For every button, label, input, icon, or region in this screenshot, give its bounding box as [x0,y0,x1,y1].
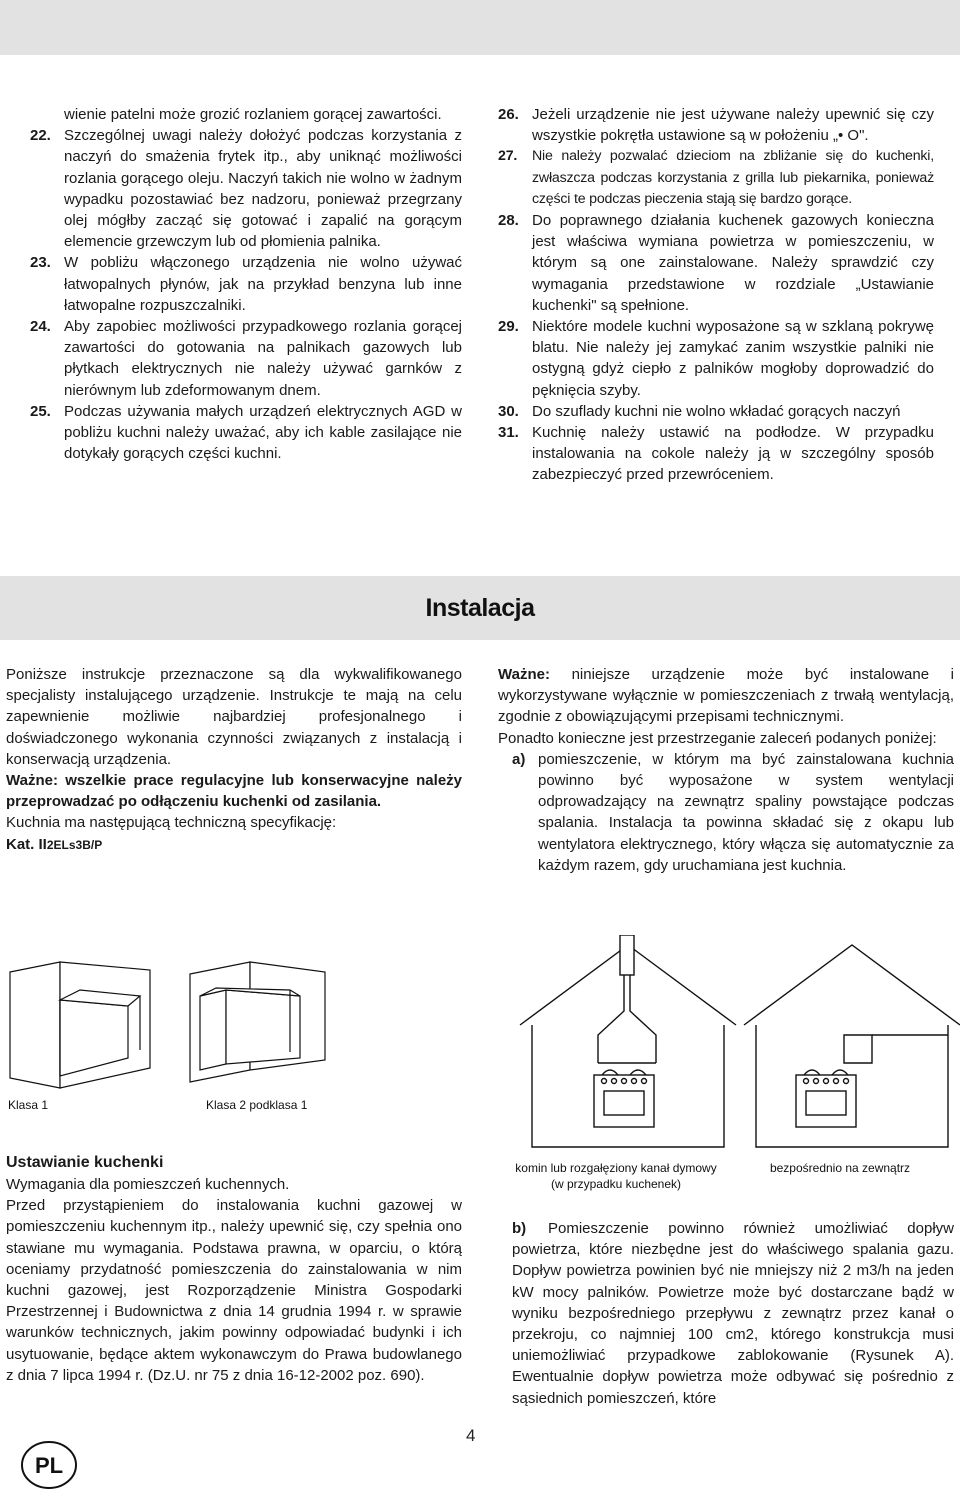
item-number: 27. [498,148,518,165]
item-text: Kuchnię należy ustawić na podłodze. W przypadku instalowania na cokole należy ją w szczególny sposób zabezpieczyć przed przewróceniem. [532,424,934,484]
safety-column-right [498,104,934,486]
category-value: 2ELs3B/P [46,837,103,852]
setup-subheading: Wymagania dla pomieszczeń kuchennych. [6,1176,290,1193]
item-text: Do szuflady kuchni nie wolno wkładać gorących naczyń [532,402,901,420]
install-column-right [498,664,954,876]
list-item [498,104,934,146]
ventilation-diagrams [500,935,960,1155]
house-chimney-diagram [520,935,736,1147]
requirements-intro: Ponadto konieczne jest przestrzeganie zaleceń podanych poniżej: [498,729,937,747]
klasa2-diagram [190,962,325,1082]
language-badge [20,1440,78,1490]
item-number: 23. [30,254,51,272]
requirement-text: Pomieszczenie powinno również umożliwiać dopływ powietrza, które niezbędne jest do właściwego spalania gazu. Dopływ powietrza powinien być nie mniejszy niż 2 m3/h na jeden kW mocy palników. Powietrze może być dostarczane bądź w wyniku bezpośredniego przepływu z zewnątrz przez kanał o przekroju, co najmniej 100 cm2, którego konstrukcja musi uniemożliwiać przypadkowe zablokowanie (Rysunek A). Ewentualnie dopływ powietrza może odbywać się pośrednio z sąsiednich pomieszczeń, które [512,1220,954,1407]
safety-column-left [30,104,462,464]
item-number: 28. [498,212,519,230]
item-number: 24. [30,318,51,336]
list-item [498,210,934,316]
requirement-label: a) [512,750,526,768]
list-item [30,316,462,401]
intro-text: wienie patelni może grozić rozlaniem gorącej zawartości. [64,106,442,123]
item-number: 30. [498,402,519,420]
item-text: Aby zapobiec możliwości przypadkowego rozlania gorącej zawartości do gotowania na palnikach gazowych lub płytkach elektrycznych nie należy używać garnków z nierównym lub zdeformowanym dnem. [64,318,462,399]
important-label: Ważne: [498,666,550,683]
caption-klasa1: Klasa 1 [8,1098,49,1112]
caption-klasa2: Klasa 2 podklasa 1 [206,1098,308,1112]
klasa-diagrams [0,960,330,1090]
requirement-label: b) [512,1220,527,1237]
klasa1-diagram [10,962,150,1088]
caption-chimney: komin lub rozgałęziony kanał dymowy (w przypadku kuchenek) [515,1161,717,1191]
list-item [30,252,462,316]
header-band [0,0,960,55]
house-direct-diagram [744,945,960,1147]
item-number: 25. [30,402,51,420]
item-number: 31. [498,424,519,442]
section-title: Instalacja [425,593,535,622]
item-text: Jeżeli urządzenie nie jest używane należy upewnić się czy wszystkie pokrętła ustawione są w położeniu „• O". [532,106,934,145]
item-text: Podczas używania małych urządzeń elektrycznych AGD w pobliżu kuchni należy uważać, aby ich kable zasilające nie dotykały gorących części kuchni. [64,402,462,463]
item-text: Szczególnej uwagi należy dołożyć podczas korzystania z naczyń do smażenia frytek itp., aby uniknąć możliwości rozlania gorącego oleju. Naczyń takich nie wolno w żadnym wypadku pozostawiać bez nadzoru, ponieważ przegrzany olej mógłby zacząć się gotować i zapalić na gorącym elemencie grzewczym lub od płomienia palnika. [64,127,462,251]
requirement-text: pomieszczenie, w którym ma być zainstalowana kuchnia powinno być wyposażone w system wentylacji odprowadzający na zewnątrz spaliny powstające podczas spalania. Instalacja ta powinna składać się z okapu lub wentylatora elektrycznego, który włącza się automatycznie za każdym razem, gdy uruchamiana jest kuchnia. [538,750,954,874]
requirement-b-column [512,1218,954,1409]
category-label: Kat. II [6,835,47,853]
list-item [30,125,462,252]
important-text: niniejsze urządzenie może być instalowane i wykorzystywane wyłącznie w pomieszczeniach z trwałą wentylacją, zgodnie z obowiązującymi przepisami technicznymi. [498,666,954,726]
install-warning: Ważne: wszelkie prace regulacyjne lub konserwacyjne należy przeprowadzać po odłączeniu kuchenki od zasilania. [6,772,462,811]
install-spec-intro: Kuchnia ma następującą techniczną specyfikację: [6,814,337,832]
requirement-a [498,749,954,876]
item-number: 26. [498,106,519,123]
caption-direct: bezpośrednio na zewnątrz [769,1161,911,1175]
page-number: 4 [466,1426,476,1445]
important-paragraph [498,664,954,728]
item-number: 29. [498,318,519,336]
list-item [30,401,462,465]
item-text: W pobliżu włączonego urządzenia nie wolno używać łatwopalnych płynów, jak na przykład benzyna lub inne łatwopalne rozpuszczalniki. [64,254,462,314]
setup-column [6,1152,462,1386]
category-line [6,834,462,856]
install-intro: Poniższe instrukcje przeznaczone są dla wykwalifikowanego specjalisty instalującego urządzenie. Instrukcje te mają na celu zapewnienie możliwie najbardziej profesjonalnego i doświadczonego wykonania czynności związanych z instalacją i konserwacją urządzenia. [6,666,462,768]
section-title-band [0,576,960,640]
list-item [498,401,934,422]
setup-text: Przed przystąpieniem do instalowania kuchni gazowej w pomieszczeniu kuchennym itp., należy upewnić się, czy spełnia ono stawiane mu wymagania. Podstawa prawna, w oparciu, o którą oceniamy przydatność pomieszczenia do zainstalowania w nim kuchni gazowej, jest Rozporządzenie Ministra Gospodarki Przestrzennej i Budownictwa z dnia 14 grudnia 1994 r. w sprawie warunków technicznych, jakim powinny odpowiadać budynki i ich usytuowanie, będące aktem wykonawczym do Prawa budowlanego z dnia 7 lipca 1994 r. (Dz.U. nr 75 z dnia 16-12-2002 poz. 690). [6,1197,462,1384]
item-text: Nie należy pozwalać dzieciom na zbliżanie się do kuchenki, zwłaszcza podczas korzystania z grilla lub piekarnika, ponieważ części te podczas pieczenia stają się bardzo gorące. [532,148,934,207]
requirement-b [512,1218,954,1409]
install-column-left [6,664,462,856]
list-item [498,422,934,486]
list-item [498,146,934,210]
list-item [498,316,934,401]
setup-heading: Ustawianie kuchenki [6,1154,164,1171]
item-number: 22. [30,127,51,145]
language-code: PL [34,1453,64,1478]
item-text: Do poprawnego działania kuchenek gazowych konieczna jest właściwa wymiana powietrza w pomieszczeniu, w którym są one zainstalowane. Należy sprawdzić czy wymagania przedstawione w rozdziale „Ustawianie kuchenki" są spełnione. [532,212,934,314]
item-text: Niektóre modele kuchni wyposażone są w szklaną pokrywę blatu. Nie należy jej zamykać zanim wszystkie palniki nie ostygną gdyż ciepło z palników mogłoby doprowadzić do pęknięcia szyby. [532,318,934,399]
